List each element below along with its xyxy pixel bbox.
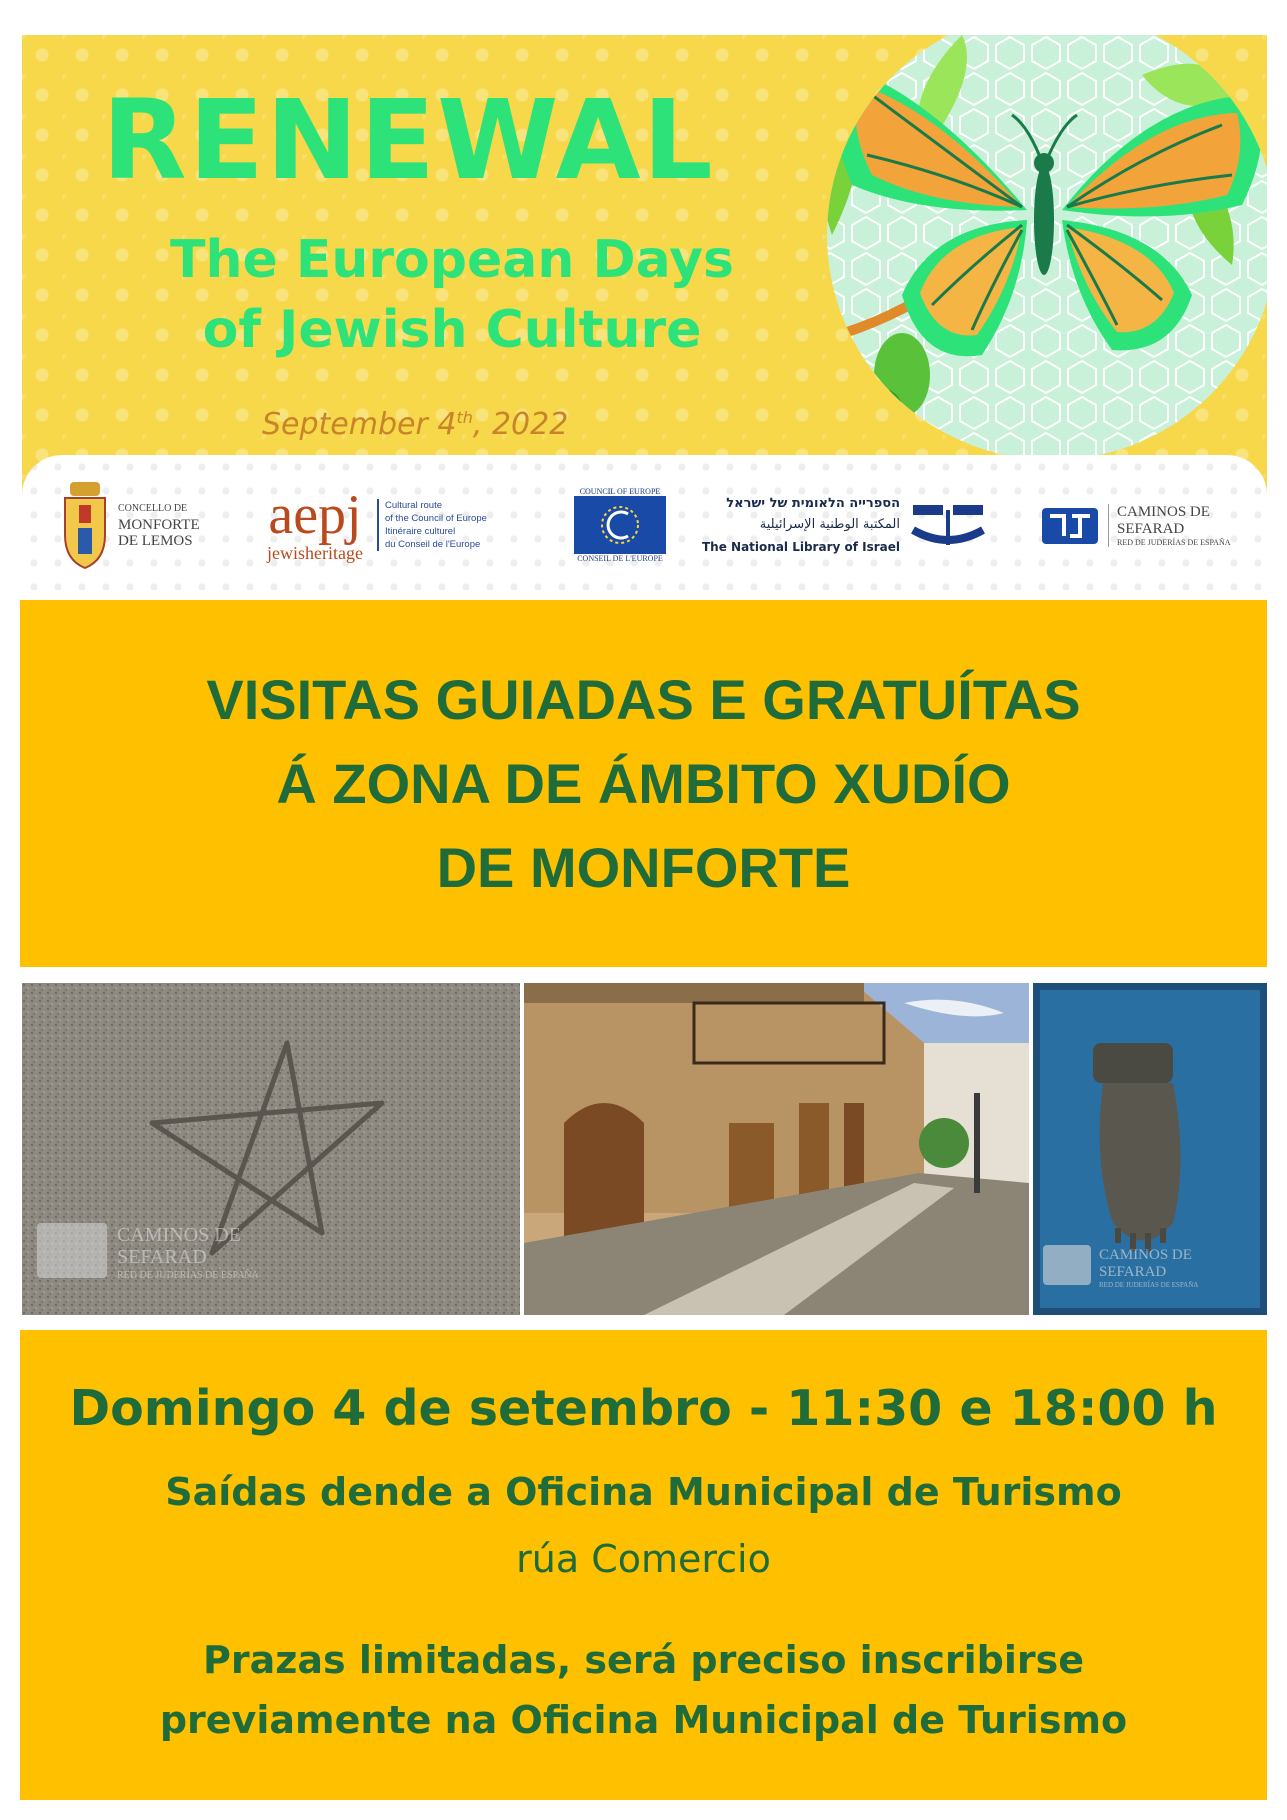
event-info-block	[20, 1330, 1267, 1800]
hand-knocker-icon	[1100, 1083, 1181, 1241]
notice-line-2: previamente na Oficina Municipal de Turismo	[159, 1698, 1128, 1742]
caminos-line-2: SEFARAD	[1117, 520, 1185, 537]
registration-notice	[20, 1630, 1267, 1750]
monforte-line-3: DE LEMOS	[118, 533, 193, 549]
aepj-route-line-1: Cultural route	[384, 500, 442, 511]
title-line-1: VISITAS GUIADAS E GRATUÍTAS	[206, 667, 1081, 731]
subtitle-line-2: of Jewish Culture	[202, 300, 702, 360]
banner-title: RENEWAL	[102, 76, 715, 204]
notice-line-1: Prazas limitadas, será preciso inscribirse	[202, 1638, 1084, 1682]
subtitle-line-1: The European Days	[170, 230, 734, 290]
monforte-logo	[60, 480, 240, 570]
street-address: rúa Comercio	[516, 1537, 771, 1581]
event-datetime: Domingo 4 de setembro - 11:30 e 18:00 h	[69, 1380, 1218, 1437]
monforte-crest-icon	[60, 480, 110, 570]
library-hebrew: הספרייה הלאומית של ישראל	[726, 496, 901, 511]
caminos-line-3: RED DE JUDERÍAS DE ESPAÑA	[1117, 537, 1231, 547]
council-of-europe-logo	[570, 480, 670, 570]
aepj-logo	[267, 480, 597, 570]
butterfly-illustration	[812, 35, 1267, 475]
aepj-wordmark: aepj	[268, 483, 362, 546]
banner-subtitle	[142, 225, 762, 365]
council-bottom-text: CONSEIL DE L'EUROPE	[577, 554, 663, 563]
title-line-2: Á ZONA DE ÁMBITO XUDÍO	[276, 751, 1011, 815]
aepj-route-line-3: Itinéraire culturel	[384, 526, 456, 537]
council-top-text: COUNCIL OF EUROPE	[579, 487, 661, 496]
photo1-watermark-3: RED DE JUDERÍAS DE ESPAÑA	[117, 1270, 259, 1281]
sefarad-glyph-icon	[1040, 500, 1100, 550]
photo-door-knocker	[1033, 983, 1267, 1315]
aepj-tagline: jewisheritage	[267, 542, 363, 563]
departure-info: Saídas dende a Oficina Municipal de Turismo	[165, 1470, 1122, 1514]
photo-carved-star	[22, 983, 520, 1315]
title-line-3: DE MONFORTE	[436, 835, 851, 899]
photo3-watermark-2: SEFARAD	[1099, 1264, 1167, 1280]
aepj-route-line-2: of the Council of Europe	[384, 513, 487, 524]
photo3-watermark-3: RED DE JUDERÍAS DE ESPAÑA	[1099, 1281, 1199, 1289]
monforte-line-1: CONCELLO DE	[118, 503, 188, 514]
header-banner	[22, 35, 1267, 590]
photo-stone-street	[524, 983, 1029, 1315]
caminos-line-1: CAMINOS DE	[1117, 503, 1210, 520]
event-title-block	[20, 600, 1267, 967]
photo3-watermark-1: CAMINOS DE	[1099, 1247, 1192, 1263]
date-suffix: th	[456, 408, 473, 427]
photo1-watermark-2: SEFARAD	[117, 1246, 207, 1268]
eu-flag-icon	[574, 496, 666, 554]
aepj-route-line-4: du Conseil de l'Europe	[384, 539, 481, 550]
photo1-watermark-1: CAMINOS DE	[117, 1224, 241, 1246]
date-main: September 4	[262, 407, 457, 442]
caminos-de-sefarad-logo	[1040, 480, 1250, 570]
national-library-logo	[702, 480, 1012, 570]
sponsor-logo-strip	[22, 455, 1267, 590]
date-year: , 2022	[472, 407, 569, 442]
event-date	[262, 407, 568, 442]
library-arabic: المكتبة الوطنية الإسرائيلية	[759, 517, 901, 532]
monforte-line-2: MONFORTE	[118, 517, 200, 533]
open-book-icon	[908, 495, 988, 555]
library-english: The National Library of Israel	[702, 540, 901, 554]
